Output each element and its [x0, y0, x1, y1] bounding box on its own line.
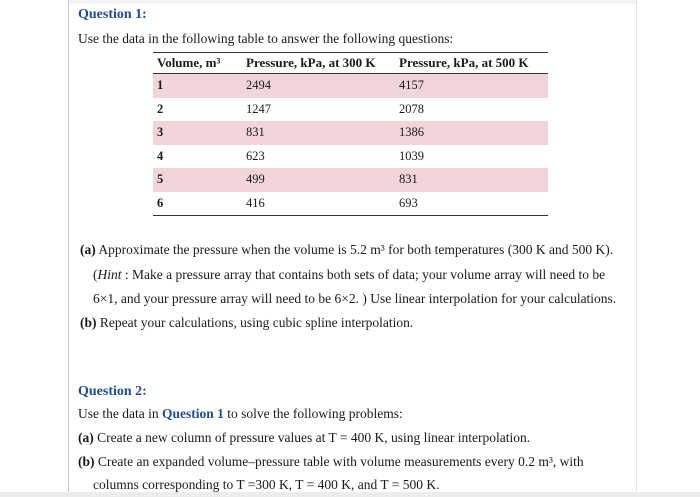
header-pressure-300k: Pressure, kPa, at 300 K — [246, 55, 376, 70]
part-a-label: (a) — [80, 242, 96, 257]
question-2-intro-prefix: Use the data in — [78, 406, 159, 421]
table-header-row — [153, 52, 548, 74]
pressure-500k-cell: 2078 — [399, 101, 424, 116]
part-a-text: Approximate the pressure when the volume is 5.2 m³ for both temperatures (300 K and 500 K). — [98, 242, 614, 257]
part-b-text: Create an expanded volume–pressure table with volume measurements every 0.2 m³, with — [97, 454, 584, 469]
volume-cell: 1 — [157, 78, 164, 92]
pressure-300k-cell: 1247 — [246, 101, 271, 116]
bottom-edge — [0, 492, 700, 497]
pressure-500k-cell: 1039 — [399, 148, 424, 163]
part-a-label: (a) — [78, 430, 94, 445]
part-a-text: Create a new column of pressure values at T = 400 K, using linear interpolation. — [97, 430, 531, 445]
table-row — [153, 121, 548, 145]
volume-cell: 5 — [157, 172, 164, 186]
pressure-500k-cell: 831 — [399, 172, 418, 186]
hint-text: : Make a pressure array that contains both sets of data; your volume array will need to be — [124, 267, 606, 282]
right-margin-rule — [636, 0, 637, 497]
question-2-intro — [78, 406, 403, 422]
pressure-300k-cell: 831 — [246, 125, 265, 139]
left-margin-rule — [68, 0, 69, 497]
question-1-part-b — [80, 315, 413, 331]
table-row — [153, 74, 548, 98]
question-1-reference: Question 1 — [161, 406, 224, 421]
question-1-hint — [93, 267, 605, 283]
question-2-heading: Question 2: — [78, 384, 147, 399]
question-1-intro: Use the data in the following table to answer the following questions: — [78, 31, 454, 46]
question-1-heading: Question 1: — [78, 7, 147, 22]
volume-cell: 4 — [157, 148, 164, 163]
hint-open-paren: ( — [93, 267, 98, 282]
header-pressure-500k: Pressure, kPa, at 500 K — [399, 55, 529, 70]
pressure-300k-cell: 499 — [246, 172, 265, 186]
hint-label: Hint — [97, 267, 122, 282]
question-2-intro-suffix: to solve the following problems: — [227, 406, 403, 421]
table-row — [153, 98, 548, 122]
part-b-text: Repeat your calculations, using cubic spline interpolation. — [99, 315, 414, 330]
pressure-300k-cell: 623 — [246, 148, 265, 163]
question-2-part-b-line-2: columns corresponding to T =300 K, T = 400 K, and T = 500 K. — [93, 477, 440, 492]
volume-cell: 3 — [157, 125, 164, 139]
data-table — [153, 52, 548, 216]
question-1-part-a — [80, 242, 613, 258]
pressure-500k-cell: 4157 — [399, 78, 424, 92]
part-b-label: (b) — [78, 454, 95, 469]
pressure-500k-cell: 1386 — [399, 125, 424, 139]
pressure-300k-cell: 2494 — [246, 78, 271, 92]
question-2-part-b — [78, 454, 584, 470]
header-volume: Volume, m³ — [157, 55, 221, 70]
table-bottom-rule — [153, 215, 548, 216]
part-b-label: (b) — [80, 315, 97, 330]
volume-cell: 2 — [157, 101, 164, 116]
pressure-300k-cell: 416 — [246, 195, 265, 210]
table-row — [153, 192, 548, 216]
table-row — [153, 145, 548, 169]
table-row — [153, 168, 548, 192]
pressure-500k-cell: 693 — [399, 195, 418, 210]
volume-cell: 6 — [157, 195, 164, 210]
question-1-hint-line-2: 6×1, and your pressure array will need to be 6×2. ) Use linear interpolation for your calculations. — [93, 291, 617, 306]
top-strip — [68, 0, 636, 4]
question-2-part-a — [78, 430, 530, 446]
